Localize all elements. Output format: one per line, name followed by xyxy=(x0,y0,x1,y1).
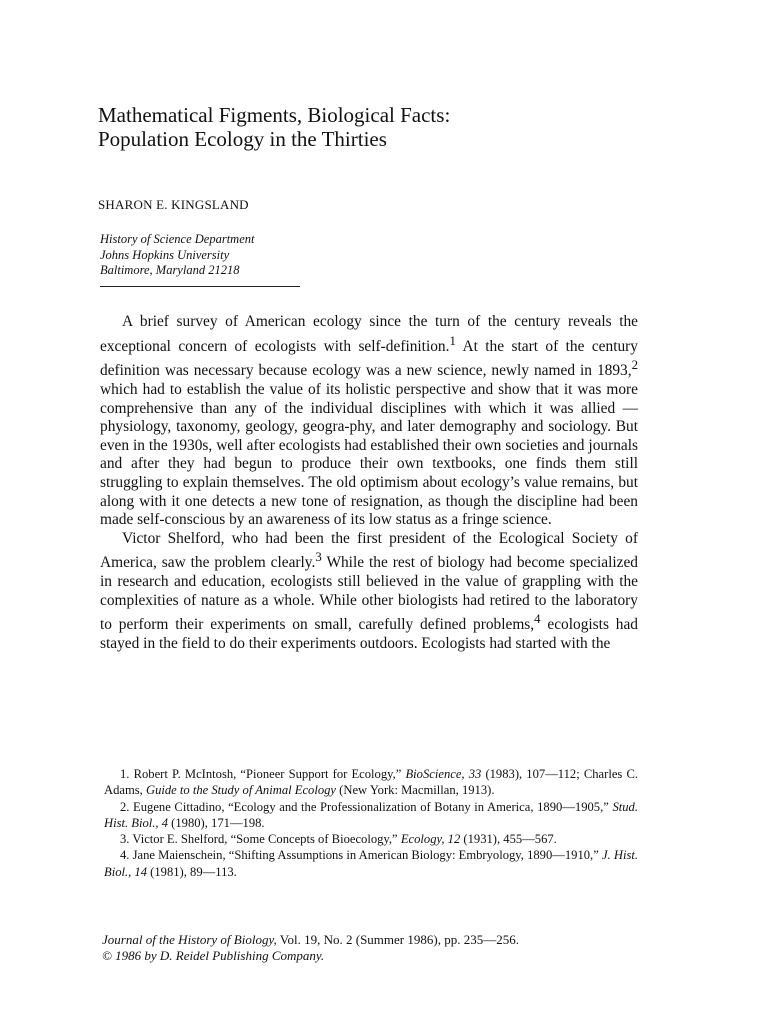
footnote: 1. Robert P. McIntosh, “Pioneer Support for Ecology,” BioScience, 33 (1983), 107—112; Charles C. Adams, Guide to the Study of Animal Ecology (New York: Macmillan, 1913). xyxy=(104,767,638,798)
author-affiliation xyxy=(100,232,254,279)
body-paragraph xyxy=(100,530,638,654)
footnote-ref: 2 xyxy=(631,358,638,373)
affiliation-line: Johns Hopkins University xyxy=(100,247,230,262)
body-text-segment: While the rest of biology had become specialized in research and education, ecologists still believed in the value of grappling with the complexities of nature as a whole. While other biologists had retired to the laboratory to perform their experiments on small, carefully defined problems, xyxy=(100,554,638,634)
affiliation-line: History of Science Department xyxy=(100,232,255,246)
body-text-segment: ecologists had stayed in the field to do their experiments outdoors. Ecologists had started with the xyxy=(100,616,638,652)
article-body xyxy=(100,313,638,654)
copyright-line: © 1986 by D. Reidel Publishing Company. xyxy=(102,948,325,963)
footnote: 3. Victor E. Shelford, “Some Concepts of Bioecology,” Ecology, 12 (1931), 455—567. xyxy=(120,832,557,847)
body-text-segment: Victor Shelford, who had been the first president of the Ecological Society of America, saw the problem clearly. xyxy=(100,529,638,572)
body-text-segment: A brief survey of American ecology since the turn of the century reveals the exceptional concern of ecologists with self-definition. xyxy=(100,313,638,355)
journal-citation xyxy=(102,932,519,964)
footnote-ref: 3 xyxy=(315,550,322,565)
affiliation-line: Baltimore, Maryland 21218 xyxy=(100,263,240,277)
footnote-ref: 1 xyxy=(449,333,456,348)
body-text-segment: At the start of the century definition was necessary because ecology was a new science, newly named in 1893, xyxy=(100,337,638,380)
footnotes xyxy=(104,766,638,880)
footnote: 4. Jane Maienschein, “Shifting Assumptions in American Biology: Embryology, 1890—1910,” J. Hist. Biol., 14 (1981), 89—113. xyxy=(104,848,638,879)
title-line-1: Mathematical Figments, Biological Facts: xyxy=(98,103,451,127)
title-line-2: Population Ecology in the Thirties xyxy=(98,127,387,151)
affiliation-divider xyxy=(100,286,300,287)
article-title xyxy=(98,103,658,151)
footnote: 2. Eugene Cittadino, “Ecology and the Professionalization of Botany in America, 1890—1905,” Stud. Hist. Biol., 4 (1980), 171—198. xyxy=(104,799,638,830)
footnote-ref: 4 xyxy=(534,612,541,627)
author-name: SHARON E. KINGSLAND xyxy=(98,197,249,212)
journal-issue-line xyxy=(102,932,519,948)
body-paragraph xyxy=(100,313,638,530)
journal-name: Journal of the History of Biology, xyxy=(102,932,277,947)
journal-issue: Vol. 19, No. 2 (Summer 1986), pp. 235—256. xyxy=(276,932,519,947)
body-text-segment: which had to establish the value of its holistic perspective and show that it was more comprehensive than any of the individual disciplines with which it was allied — physiology, taxonomy, geology, geogra-phy, and later demography and sociology. But even in the 1930s, well after ecologists had established their own societies and journals and after they had begun to produce their own textbooks, one finds them still struggling to explain themselves. The old optimism about ecology’s value remains, but along with it one detects a new tone of resignation, as though the discipline had been made self-conscious by an awareness of its low status as a fringe science. xyxy=(100,381,638,529)
